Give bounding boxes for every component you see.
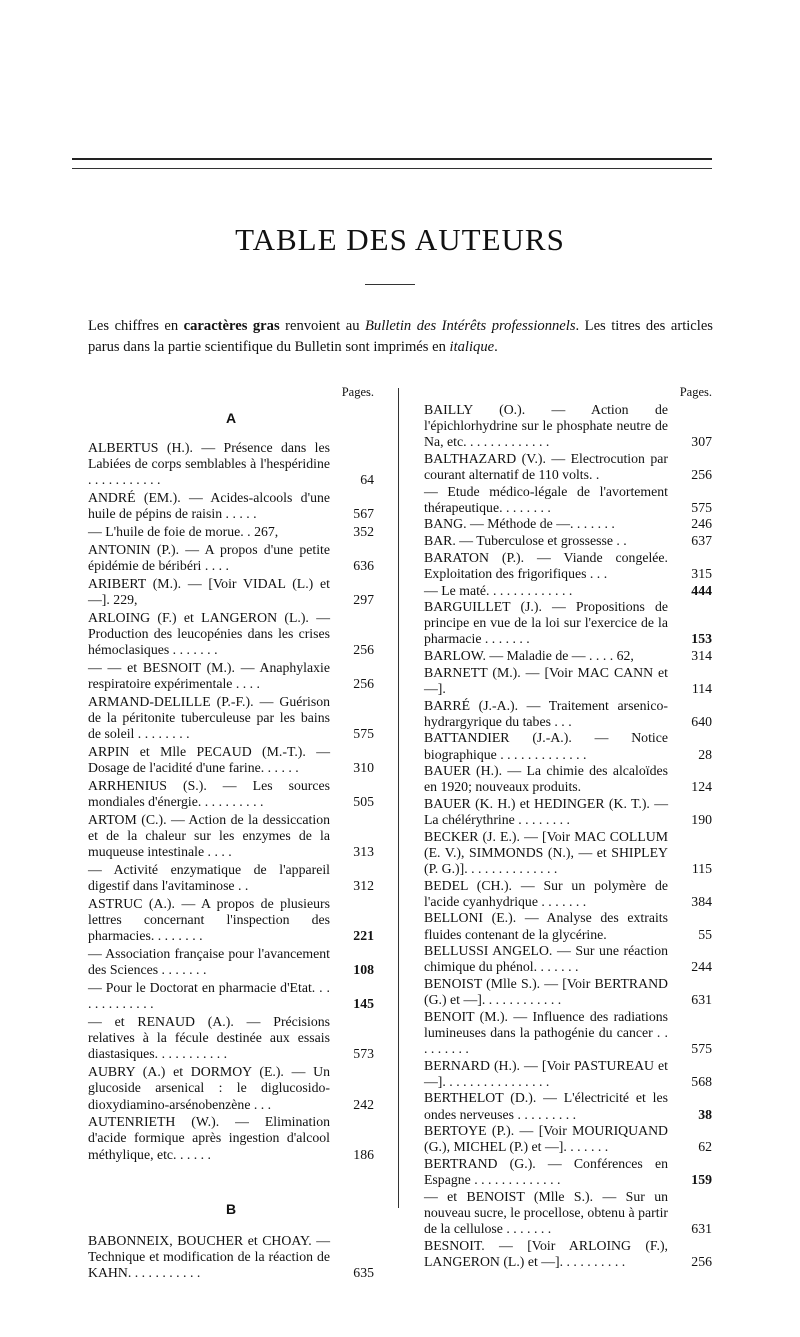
entry-text: BARGUILLET (J.). — Propositions de principe en vue de la loi sur l'exercice de la pharmacie . . . . . . . xyxy=(424,599,668,647)
entry-text: BAUER (H.). — La chimie des alcaloïdes en 1920; nouveaux produits. xyxy=(424,763,668,795)
entry-text: AUBRY (A.) et DORMOY (E.). — Un glucoside arsenical : le diglucosido-dioxydiamino-arsénobenzène . . . xyxy=(88,1064,330,1112)
entry-page: 153 xyxy=(691,631,712,647)
entry-text: ARMAND-DELILLE (P.-F.). — Guérison de la péritonite tuberculeuse par les bains de soleil . . . . . . . . xyxy=(88,694,330,742)
entry-page: 568 xyxy=(691,1073,712,1089)
entry-text: BELLUSSI ANGELO. — Sur une réaction chimique du phénol. . . . . . . xyxy=(424,943,668,975)
intro-italic-2: italique xyxy=(449,339,495,355)
index-entry xyxy=(424,451,712,483)
section-letter-b: B xyxy=(225,1200,237,1217)
intro-italic: Bulletin des Intérêts professionnels xyxy=(365,318,576,334)
index-entry xyxy=(88,542,374,574)
entries-a xyxy=(88,440,374,1163)
index-entry xyxy=(424,878,712,910)
entry-text: BATTANDIER (J.-A.). — Notice biographique . . . . . . . . . . . . . xyxy=(424,730,668,762)
entry-text: BARATON (P.). — Viande congelée. Exploitation des frigorifiques . . . xyxy=(424,549,668,581)
entry-page: 190 xyxy=(691,812,712,828)
top-rule-thin xyxy=(72,168,712,169)
index-entry xyxy=(424,829,712,877)
index-entry xyxy=(88,576,374,608)
entry-text: — Activité enzymatique de l'appareil digestif dans l'avitaminose . . xyxy=(88,862,330,894)
index-entry xyxy=(424,665,712,697)
entries-right xyxy=(424,402,712,1270)
entry-page: 384 xyxy=(691,893,712,909)
entry-page: 159 xyxy=(691,1172,712,1188)
entry-text: BERTHELOT (D.). — L'électricité et les ondes nerveuses . . . . . . . . . xyxy=(424,1090,668,1122)
entry-page: 242 xyxy=(353,1096,374,1112)
index-entry xyxy=(424,484,712,516)
entry-text: BELLONI (E.). — Analyse des extraits fluides contenant de la glycérine. xyxy=(424,910,668,942)
entry-page: 297 xyxy=(353,592,374,608)
index-entry xyxy=(424,1009,712,1057)
entry-text: ARIBERT (M.). — [Voir VIDAL (L.) et —]. 229, xyxy=(88,576,330,608)
index-entry xyxy=(424,1058,712,1090)
entry-text: BERTRAND (G.). — Conférences en Espagne . . . . . . . . . . . . . xyxy=(424,1155,668,1188)
left-column xyxy=(88,384,374,1283)
entry-page: 640 xyxy=(691,713,712,729)
index-entry xyxy=(424,976,712,1008)
page-title: TABLE DES AUTEURS xyxy=(235,222,565,257)
entry-text: BENOIT (M.). — Influence des radiations lumineuses dans la pathogénie du cancer . . . . . . . . . xyxy=(424,1008,668,1056)
index-entry xyxy=(88,610,374,658)
entry-page: 28 xyxy=(698,746,712,762)
entry-text: ANTONIN (P.). — A propos d'une petite épidémie de béribéri . . . . xyxy=(88,542,330,574)
entry-page: 505 xyxy=(353,794,374,810)
column-divider xyxy=(398,388,399,1208)
entry-text: ANDRÉ (EM.). — Acides-alcools d'une huile de pépins de raisin . . . . . xyxy=(88,490,330,522)
index-entry xyxy=(88,778,374,810)
entry-text: BESNOIT. — [Voir ARLOING (F.), LANGERON (L.) et —]. . . . . . . . . . xyxy=(424,1237,668,1269)
index-entry xyxy=(88,980,374,1012)
index-entry xyxy=(88,1233,374,1281)
entry-page: 567 xyxy=(353,506,374,522)
right-column xyxy=(424,384,712,1270)
entry-page: 444 xyxy=(691,582,712,598)
entry-page: 244 xyxy=(691,959,712,975)
entry-text: ARTOM (C.). — Action de la dessiccation et de la chaleur sur les enzymes de la muqueuse intestinale . . . . xyxy=(88,812,330,860)
pages-header-right: Pages. xyxy=(679,385,712,399)
index-entry xyxy=(424,943,712,975)
intro-bold: caractères gras xyxy=(183,318,280,334)
entry-text: BAILLY (O.). — Action de l'épichlorhydrine sur le phosphate neutre de Na, etc. . . . . . . . . . . . . xyxy=(424,402,668,450)
entry-page: 637 xyxy=(691,533,712,549)
entry-text: — et RENAUD (A.). — Précisions relatives à la fécule destinée aux essais diastasiques. . . . . . . . . . . xyxy=(88,1014,330,1062)
index-entry xyxy=(424,648,712,664)
entry-text: BERTOYE (P.). — [Voir MOURIQUAND (G.), MICHEL (P.) et —]. . . . . . . xyxy=(424,1123,668,1155)
entry-page: 186 xyxy=(353,1146,374,1162)
entry-text: — Pour le Doctorat en pharmacie d'Etat. . . . . . . . . . . . . xyxy=(88,980,330,1012)
index-entry xyxy=(424,402,712,450)
index-entry xyxy=(88,946,374,978)
entry-text: ARRHENIUS (S.). — Les sources mondiales d'énergie. . . . . . . . . . xyxy=(88,778,330,810)
entry-page: 631 xyxy=(691,992,712,1008)
entry-page: 124 xyxy=(691,779,712,795)
index-entry xyxy=(88,694,374,742)
entry-text: BERNARD (H.). — [Voir PASTUREAU et —]. . . . . . . . . . . . . . . . xyxy=(424,1057,668,1089)
entry-page: 575 xyxy=(691,499,712,515)
entry-page: 314 xyxy=(691,648,712,664)
section-letter-a: A xyxy=(225,410,237,426)
index-entry xyxy=(88,812,374,860)
entry-text: BENOIST (Mlle S.). — [Voir BERTRAND (G.) et —]. . . . . . . . . . . . xyxy=(424,975,668,1008)
entry-text: — Le maté. . . . . . . . . . . . . xyxy=(424,582,573,598)
entry-text: ARLOING (F.) et LANGERON (L.). — Production des leucopénies dans les crises hémoclasiques . . . . . . . xyxy=(88,610,330,658)
entry-page: 256 xyxy=(353,642,374,658)
intro-text-1: Les chiffres en xyxy=(88,318,184,334)
entry-text: ASTRUC (A.). — A propos de plusieurs lettres concernant l'inspection des pharmacies. . . . . . . . xyxy=(88,896,330,944)
title-underline xyxy=(365,284,415,285)
entry-text: — Etude médico-légale de l'avortement thérapeutique. . . . . . . . xyxy=(424,483,668,515)
index-entry xyxy=(88,896,374,944)
entry-page: 313 xyxy=(353,844,374,860)
entry-page: 636 xyxy=(353,558,374,574)
entry-page: 575 xyxy=(691,1040,712,1056)
entry-page: 635 xyxy=(353,1264,374,1280)
entry-text: BECKER (J. E.). — [Voir MAC COLLUM (E. V.), SIMMONDS (N.), — et SHIPLEY (P. G.)]. . . . . . . . . . . . . . xyxy=(424,828,668,876)
entry-text: — — et BESNOIT (M.). — Anaphylaxie respiratoire expérimentale . . . . xyxy=(88,660,330,692)
index-entry xyxy=(424,796,712,828)
index-entry xyxy=(424,1189,712,1237)
index-entry xyxy=(424,1090,712,1122)
index-entry xyxy=(88,744,374,776)
entry-page: 55 xyxy=(698,926,712,942)
intro-text-3: . Les titres des articles parus dans la partie scientifique du Bulletin sont imprimés en xyxy=(88,318,713,355)
index-entry xyxy=(88,1114,374,1162)
entry-page: 315 xyxy=(691,565,712,581)
entry-page: 115 xyxy=(691,860,712,876)
index-entry xyxy=(88,524,374,540)
entry-page: 108 xyxy=(353,962,374,978)
entry-text: BEDEL (CH.). — Sur un polymère de l'acide cyanhydrique . . . . . . . xyxy=(424,877,668,909)
entry-page: 631 xyxy=(691,1220,712,1236)
intro-paragraph xyxy=(88,316,713,358)
entry-page: 221 xyxy=(353,928,374,944)
entry-text: — et BENOIST (Mlle S.). — Sur un nouveau sucre, le procellose, obtenu à partir de la cellulose . . . . . . . xyxy=(424,1188,668,1236)
index-entry xyxy=(88,440,374,488)
intro-text-2: renvoient au xyxy=(279,318,365,334)
entry-text: BANG. — Méthode de —. . . . . . . xyxy=(424,516,615,532)
entry-page: 307 xyxy=(691,434,712,450)
entry-page: 64 xyxy=(360,472,374,488)
index-entry xyxy=(424,583,712,599)
index-entry xyxy=(424,910,712,942)
index-entry xyxy=(424,1123,712,1155)
entry-text: BAR. — Tuberculose et grossesse . . xyxy=(424,533,627,549)
entry-page: 575 xyxy=(353,726,374,742)
index-entry xyxy=(88,490,374,522)
index-entry xyxy=(88,1014,374,1062)
entry-page: 352 xyxy=(353,524,374,540)
entry-page: 38 xyxy=(698,1106,712,1122)
index-entry xyxy=(424,516,712,532)
entry-text: BABONNEIX, BOUCHER et CHOAY. — Technique et modification de la réaction de KAHN. . . . . . . . . . . xyxy=(88,1232,330,1280)
index-entry xyxy=(88,862,374,894)
entry-page: 573 xyxy=(353,1046,374,1062)
entry-page: 246 xyxy=(691,516,712,532)
top-rule-thick xyxy=(72,158,712,160)
entry-text: BARNETT (M.). — [Voir MAC CANN et —]. xyxy=(424,664,668,696)
index-entry xyxy=(88,1064,374,1112)
entry-text: ALBERTUS (H.). — Présence dans les Labiées de corps semblables à l'hespéridine . . . . . . . . . . . xyxy=(88,440,330,488)
index-entry xyxy=(424,533,712,549)
entry-text: ARPIN et Mlle PECAUD (M.-T.). — Dosage de l'acidité d'une farine. . . . . . xyxy=(88,744,330,776)
entries-b xyxy=(88,1233,374,1281)
index-entry xyxy=(424,698,712,730)
entry-text: — L'huile de foie de morue. . 267, xyxy=(88,524,279,540)
index-entry xyxy=(88,660,374,692)
entry-page: 312 xyxy=(353,878,374,894)
entry-text: BARLOW. — Maladie de — . . . . 62, xyxy=(424,648,634,664)
entry-page: 256 xyxy=(691,466,712,482)
entry-text: AUTENRIETH (W.). — Elimination d'acide formique après ingestion d'alcool méthylique, etc. . . . . . xyxy=(88,1114,330,1162)
index-entry xyxy=(424,1156,712,1188)
index-entry xyxy=(424,599,712,647)
entry-page: 310 xyxy=(353,760,374,776)
index-entry xyxy=(424,550,712,582)
entry-page: 256 xyxy=(691,1253,712,1269)
index-entry xyxy=(424,730,712,762)
index-entry xyxy=(424,763,712,795)
entry-text: BAUER (K. H.) et HEDINGER (K. T.). — La chélérythrine . . . . . . . . xyxy=(424,795,668,828)
entry-page: 256 xyxy=(353,676,374,692)
entry-text: — Association française pour l'avancement des Sciences . . . . . . . xyxy=(88,946,330,978)
entry-text: BALTHAZARD (V.). — Electrocution par courant alternatif de 110 volts. . xyxy=(424,450,668,482)
entry-text: BARRÉ (J.-A.). — Traitement arsenico-hydrargyrique du tabes . . . xyxy=(424,697,668,729)
entry-page: 114 xyxy=(691,680,712,696)
intro-text-4: . xyxy=(494,339,498,355)
index-entry xyxy=(424,1238,712,1270)
entry-page: 62 xyxy=(698,1139,712,1155)
pages-header-left: Pages. xyxy=(341,385,374,399)
entry-page: 145 xyxy=(353,996,374,1012)
